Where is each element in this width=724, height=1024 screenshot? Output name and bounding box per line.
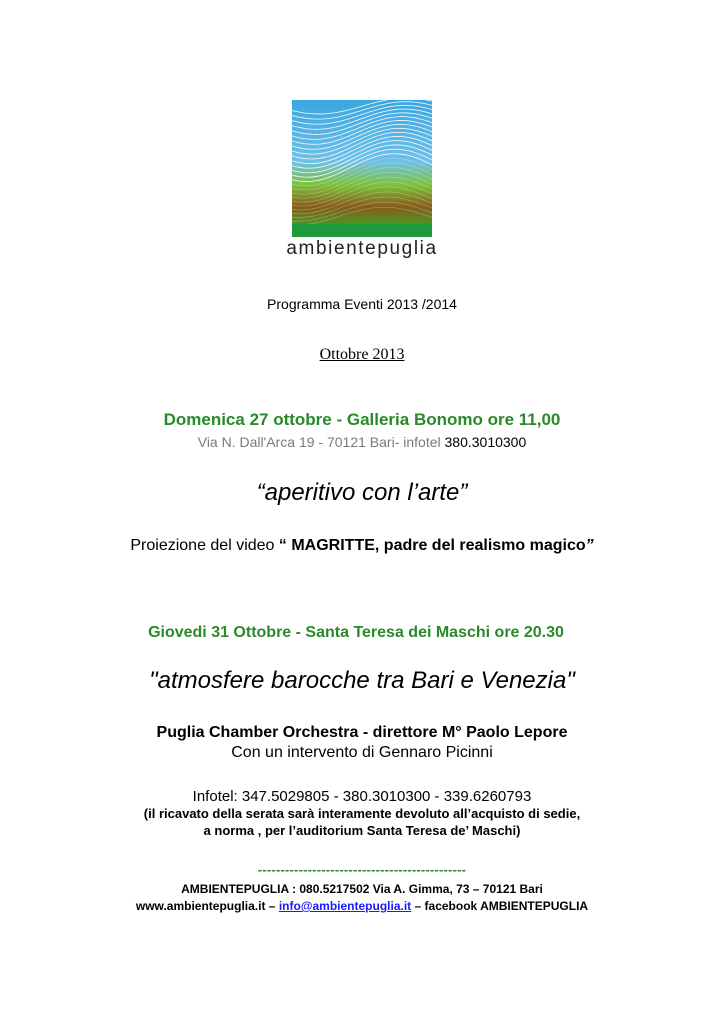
event2-orchestra: Puglia Chamber Orchestra - direttore M° Paolo Lepore bbox=[156, 724, 568, 741]
event2-title: Giovedi 31 Ottobre - Santa Teresa dei Maschi ore 20.30 bbox=[148, 624, 564, 641]
footer-contact: AMBIENTEPUGLIA : 080.5217502 Via A. Gimma, 73 – 70121 Bari bbox=[181, 882, 543, 896]
month-heading: Ottobre 2013 bbox=[319, 346, 405, 363]
event2-guest: Con un intervento di Gennaro Picinni bbox=[231, 744, 493, 761]
event1-video-suffix: ” bbox=[585, 537, 594, 554]
event1-video-title: “ MAGRITTE, padre del realismo magico bbox=[278, 537, 586, 554]
event2-note-line2: a norma , per l’auditorium Santa Teresa de’ Maschi) bbox=[203, 823, 521, 838]
event1-video-prefix: Proiezione del video bbox=[130, 537, 279, 554]
footer-links bbox=[0, 899, 724, 913]
event2-name: "atmosfere barocche tra Bari e Venezia" bbox=[149, 667, 575, 694]
event2-note-line1: (il ricavato della serata sarà interamente devoluto all’acquisto di sedie, bbox=[143, 806, 581, 821]
event1-video bbox=[0, 537, 724, 555]
footer-divider: ---------------------------------------------- bbox=[257, 862, 467, 877]
event1-phone: 380.3010300 bbox=[444, 434, 527, 450]
event1-address bbox=[0, 434, 724, 450]
footer-facebook: – facebook AMBIENTEPUGLIA bbox=[411, 899, 589, 913]
footer-website: www.ambientepuglia.it – bbox=[135, 899, 279, 913]
program-title: Programma Eventi 2013 /2014 bbox=[267, 296, 457, 312]
event2-infotel: Infotel: 347.5029805 - 380.3010300 - 339.6260793 bbox=[192, 788, 532, 805]
event1-address-text: Via N. Dall'Arca 19 - 70121 Bari- infotel bbox=[197, 434, 445, 450]
footer-email-link[interactable]: info@ambientepuglia.it bbox=[278, 899, 412, 913]
event1-name: “aperitivo con l’arte” bbox=[256, 479, 468, 506]
brand-name: ambientepuglia bbox=[286, 238, 438, 259]
wave-landscape-logo-icon bbox=[292, 100, 432, 237]
event1-title: Domenica 27 ottobre - Galleria Bonomo ore 11,00 bbox=[163, 410, 561, 429]
